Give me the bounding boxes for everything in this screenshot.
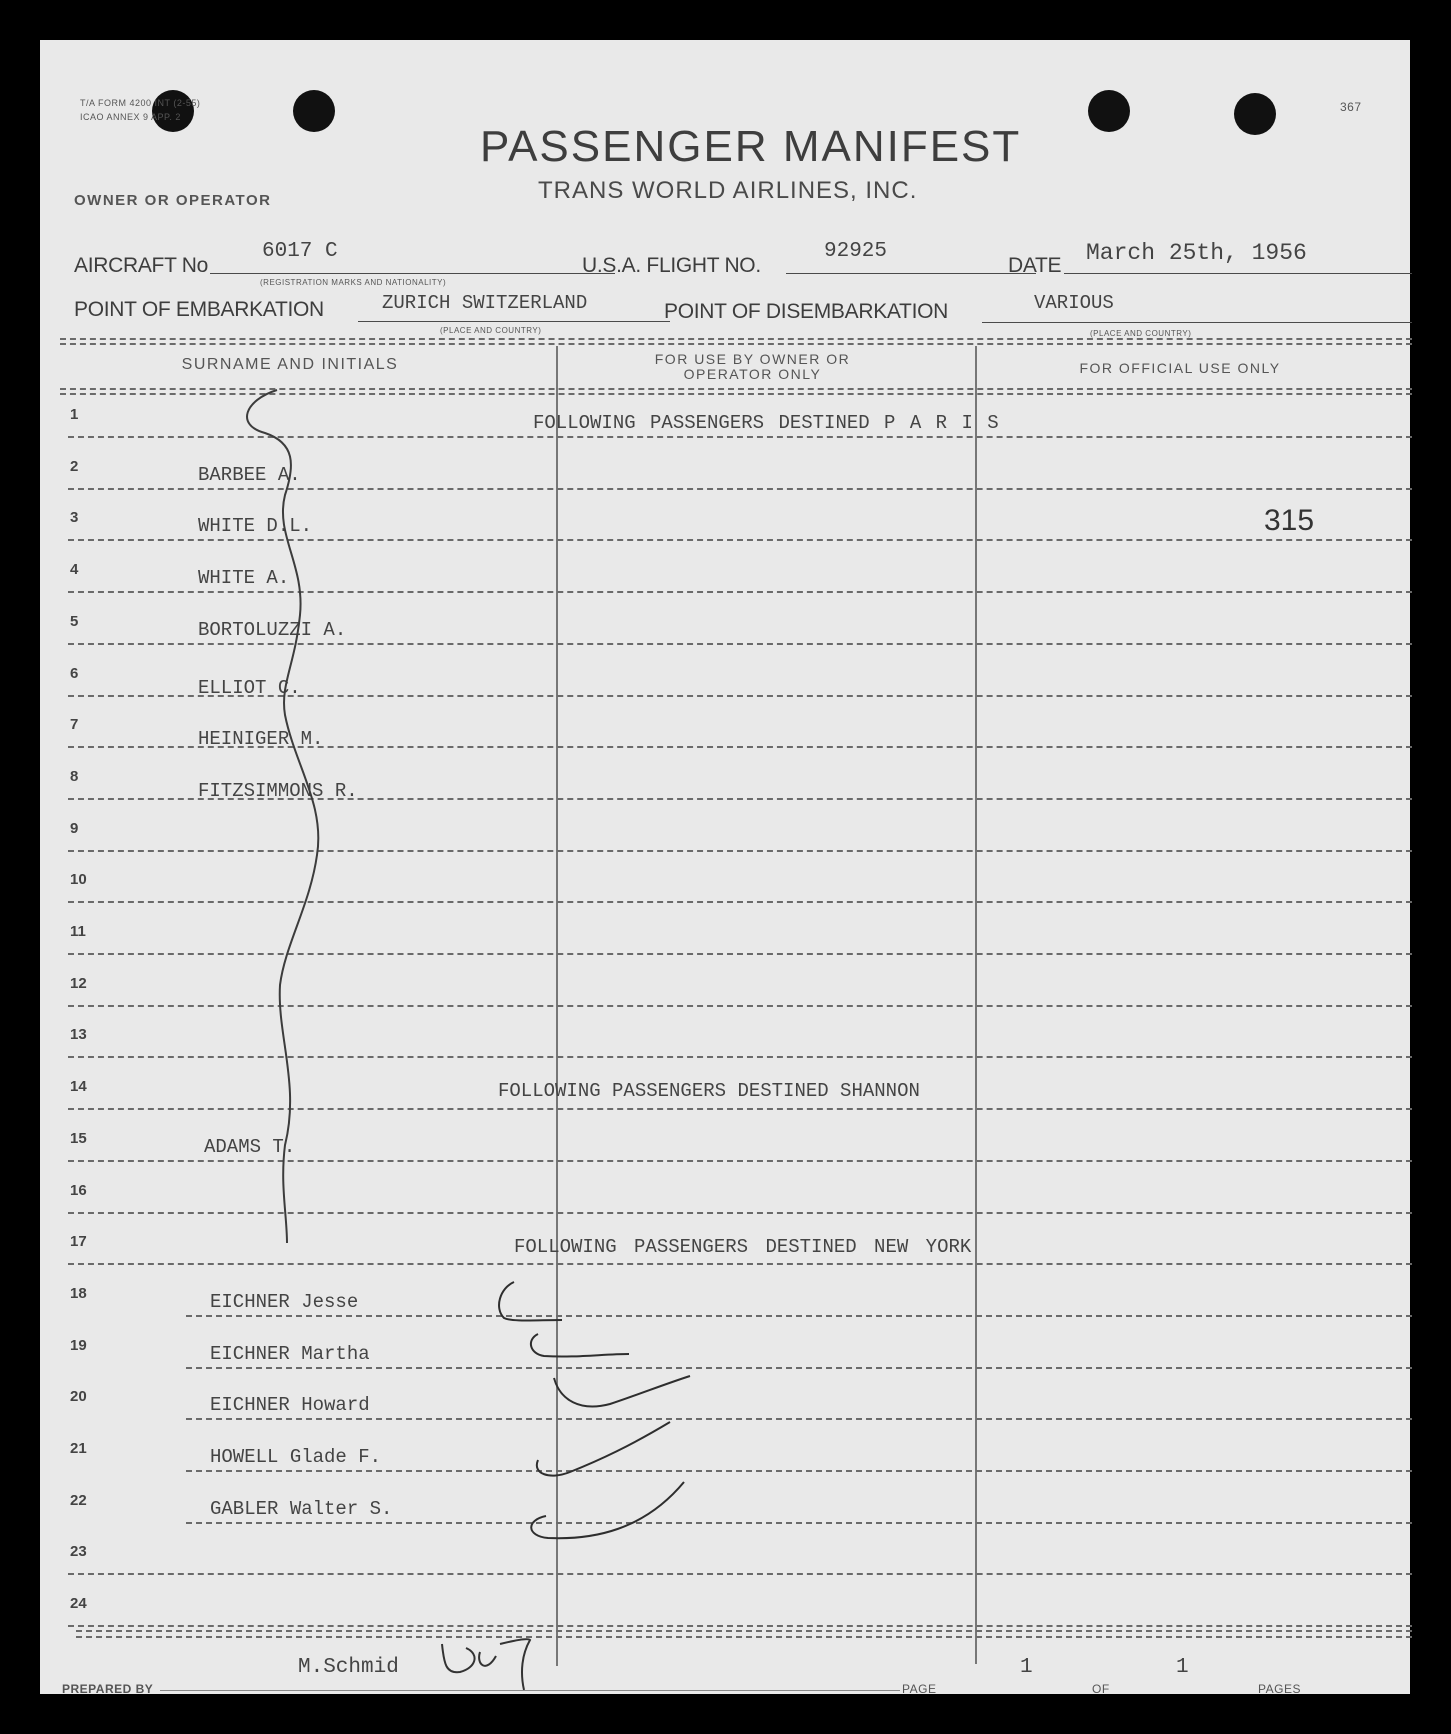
row-number: 5 bbox=[70, 612, 79, 630]
row-number: 11 bbox=[70, 923, 86, 940]
row-number: 16 bbox=[70, 1181, 87, 1199]
passenger-name: FITZSIMMONS R. bbox=[198, 779, 358, 802]
row-number: 2 bbox=[70, 457, 79, 475]
row-number: 3 bbox=[70, 509, 79, 527]
destination-shannon: FOLLOWING PASSENGERS DESTINED SHANNON bbox=[498, 1080, 920, 1102]
aircraft-value: 6017 C bbox=[262, 240, 338, 263]
embarkation-underline bbox=[358, 321, 670, 322]
row-number: 24 bbox=[70, 1595, 87, 1613]
checkmark-19 bbox=[524, 1330, 634, 1370]
punch-hole bbox=[1088, 90, 1130, 132]
flight-value: 92925 bbox=[824, 240, 888, 263]
embarkation-label: POINT OF EMBARKATION bbox=[74, 298, 324, 321]
row-rule bbox=[186, 1470, 1412, 1472]
form-id-line2: ICAO ANNEX 9 APP. 2 bbox=[80, 112, 181, 122]
prepared-by-value: M.Schmid bbox=[298, 1656, 399, 1679]
passenger-name: EICHNER Martha bbox=[210, 1342, 370, 1365]
document-title: PASSENGER MANIFEST bbox=[480, 122, 1022, 171]
page-corner-number: 367 bbox=[1340, 100, 1362, 114]
punch-hole bbox=[152, 90, 194, 132]
aircraft-underline bbox=[210, 273, 615, 274]
punch-hole bbox=[1234, 93, 1276, 135]
destination-paris: FOLLOWING PASSENGERS DESTINED P A R I S bbox=[533, 412, 999, 434]
flight-label: U.S.A. FLIGHT NO. bbox=[582, 254, 761, 277]
passenger-name: WHITE D.L. bbox=[198, 515, 313, 538]
page-value: 1 bbox=[1020, 1656, 1033, 1679]
passenger-name: ADAMS T. bbox=[204, 1135, 296, 1158]
passenger-name: BARBEE A. bbox=[198, 463, 301, 486]
disembarkation-sublabel: (PLACE AND COUNTRY) bbox=[1090, 329, 1192, 338]
embarkation-sublabel: (PLACE AND COUNTRY) bbox=[440, 326, 542, 335]
embarkation-value: ZURICH SWITZERLAND bbox=[382, 292, 588, 314]
row-number: 15 bbox=[70, 1129, 87, 1147]
row-rule bbox=[186, 1367, 1412, 1369]
row-number: 18 bbox=[70, 1284, 87, 1302]
row-number: 17 bbox=[70, 1233, 87, 1251]
header-top-rule-2 bbox=[60, 343, 1412, 345]
prepared-by-underline bbox=[160, 1690, 900, 1691]
row-number: 14 bbox=[70, 1078, 87, 1096]
of-label: OF bbox=[1092, 1682, 1110, 1696]
checkmark-22 bbox=[524, 1480, 694, 1550]
aircraft-sublabel: (REGISTRATION MARKS AND NATIONALITY) bbox=[260, 278, 447, 287]
footer-rule bbox=[76, 1630, 1412, 1632]
airline-name: TRANS WORLD AIRLINES, INC. bbox=[538, 177, 918, 204]
row-rule bbox=[186, 1522, 1412, 1524]
flight-underline bbox=[786, 273, 1036, 274]
row-number: 19 bbox=[70, 1336, 87, 1354]
disembarkation-label: POINT OF DISEMBARKATION bbox=[664, 300, 949, 323]
row-rule bbox=[186, 1315, 1412, 1317]
passenger-name: BORTOLUZZI A. bbox=[198, 618, 347, 641]
row-number: 10 bbox=[70, 871, 87, 889]
column-header-owner-use: FOR USE BY OWNER OR OPERATOR ONLY bbox=[654, 351, 851, 382]
row-number: 1 bbox=[70, 406, 79, 423]
passenger-name: EICHNER Jesse bbox=[210, 1290, 359, 1313]
date-label: DATE bbox=[1008, 254, 1062, 277]
row-number: 21 bbox=[70, 1440, 87, 1457]
destination-new-york: FOLLOWING PASSENGERS DESTINED NEW YORK bbox=[514, 1236, 972, 1258]
official-note: 315 bbox=[1264, 504, 1315, 537]
row-rule bbox=[68, 1625, 1412, 1627]
pages-label: PAGES bbox=[1258, 1682, 1301, 1696]
passenger-name: HOWELL Glade F. bbox=[210, 1446, 382, 1468]
row-number: 8 bbox=[70, 767, 79, 785]
header-top-rule bbox=[60, 338, 1412, 340]
disembarkation-value: VARIOUS bbox=[1034, 292, 1114, 314]
passenger-name: GABLER Walter S. bbox=[210, 1497, 393, 1520]
passenger-name: WHITE A. bbox=[198, 567, 290, 590]
manifest-document bbox=[40, 40, 1410, 1694]
column-header-official-use: FOR OFFICIAL USE ONLY bbox=[1079, 360, 1281, 376]
row-number: 9 bbox=[70, 819, 79, 837]
handwritten-bracket-line bbox=[225, 385, 345, 1245]
row-number: 13 bbox=[70, 1026, 87, 1044]
passenger-name: ELLIOT C. bbox=[198, 676, 301, 699]
page-label: PAGE bbox=[902, 1682, 937, 1696]
row-rule bbox=[68, 1263, 1412, 1265]
row-number: 12 bbox=[70, 974, 87, 992]
disembarkation-underline bbox=[982, 322, 1412, 323]
form-id-line1: T/A FORM 4200 INT (2-55) bbox=[80, 98, 201, 108]
checkmark-18 bbox=[492, 1280, 572, 1330]
row-number: 22 bbox=[70, 1491, 87, 1509]
row-number: 23 bbox=[70, 1543, 87, 1561]
row-number: 20 bbox=[70, 1388, 87, 1406]
pages-value: 1 bbox=[1176, 1656, 1189, 1679]
passenger-name: EICHNER Howard bbox=[210, 1394, 370, 1417]
date-underline bbox=[1064, 273, 1412, 274]
prepared-by-initials bbox=[436, 1634, 536, 1694]
punch-hole bbox=[293, 90, 335, 132]
row-number: 7 bbox=[70, 716, 79, 734]
prepared-by-label: PREPARED BY bbox=[62, 1682, 154, 1696]
aircraft-label: AIRCRAFT No bbox=[74, 254, 208, 277]
row-rule bbox=[68, 1573, 1412, 1575]
row-rule bbox=[186, 1418, 1412, 1420]
column-header-surname: SURNAME AND INITIALS bbox=[181, 356, 399, 373]
row-number: 6 bbox=[70, 664, 79, 682]
passenger-name: HEINIGER M. bbox=[198, 728, 324, 751]
footer-rule-2 bbox=[76, 1636, 1412, 1638]
row-number: 4 bbox=[70, 561, 79, 579]
date-value: March 25th, 1956 bbox=[1086, 240, 1307, 266]
owner-operator-label: OWNER OR OPERATOR bbox=[74, 192, 272, 209]
